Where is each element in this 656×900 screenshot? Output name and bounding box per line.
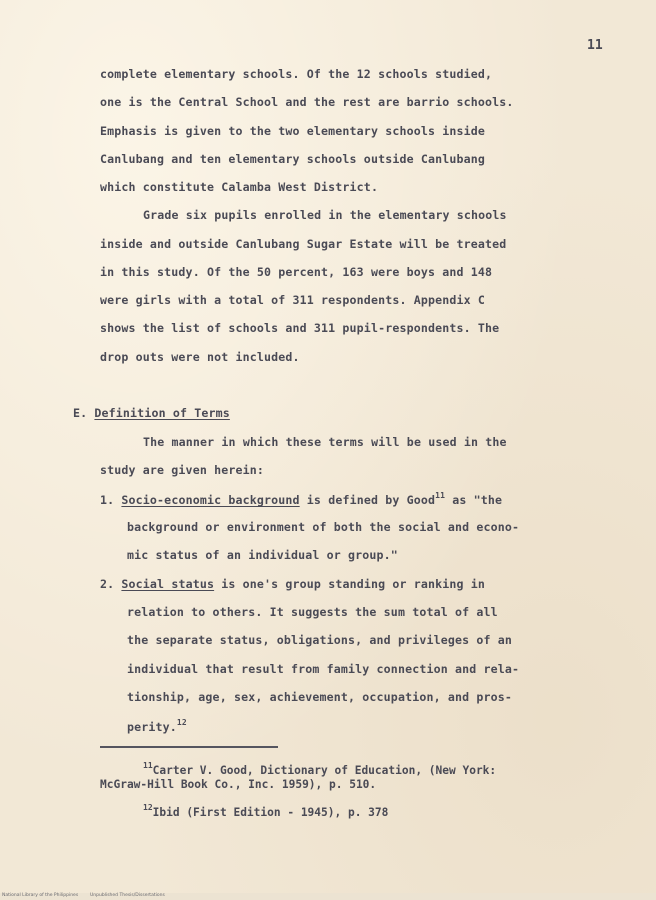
text-line: the separate status, obligations, and privileges of an — [127, 633, 513, 647]
definition-item-1 — [100, 491, 502, 507]
text-line: in this study. Of the 50 percent, 163 were boys and 148 — [100, 265, 493, 279]
footnote-mark: 12 — [143, 803, 153, 812]
text-fragment: perity. — [127, 720, 177, 734]
definition-item-2 — [100, 577, 485, 591]
item-number: 1. — [100, 493, 115, 507]
text-line: drop outs were not included. — [100, 350, 300, 364]
footnote-text: Carter V. Good, Dictionary of Education, (New York: — [152, 764, 497, 777]
footnote-ref: 11 — [435, 491, 446, 500]
section-heading — [73, 406, 230, 420]
footnote-11-cont: McGraw-Hill Book Co., Inc. 1959), p. 510. — [100, 778, 377, 791]
section-label: E. — [73, 406, 88, 420]
footnote-ref: 12 — [176, 718, 187, 727]
definition-text: as "the — [445, 493, 503, 507]
text-line-last — [127, 718, 187, 734]
text-line: study are given herein: — [100, 463, 264, 477]
text-line: Emphasis is given to the two elementary schools inside — [100, 124, 486, 138]
footnote-divider — [100, 746, 278, 748]
text-line: which constitute Calamba West District. — [100, 180, 379, 194]
text-line: background or environment of both the social and econo- — [127, 520, 520, 534]
text-line: mic status of an individual or group." — [127, 548, 398, 562]
archive-footer-right: Unpublished Thesis/Dissertations — [90, 893, 165, 898]
footnote-mark: 11 — [143, 761, 153, 770]
footnote-11 — [143, 761, 496, 777]
definition-text: is one's group standing or ranking in — [214, 577, 486, 591]
text-line: The manner in which these terms will be used in the — [143, 435, 507, 449]
text-line: relation to others. It suggests the sum total of all — [127, 605, 498, 619]
text-line: individual that result from family connection and rela- — [127, 662, 520, 676]
footnote-12 — [143, 803, 388, 819]
page-number: 11 — [587, 38, 603, 53]
text-line: one is the Central School and the rest are barrio schools. — [100, 95, 514, 109]
defined-term: Socio-economic background — [121, 493, 300, 507]
text-line: complete elementary schools. Of the 12 schools studied, — [100, 67, 493, 81]
definition-text: is defined by Good — [299, 493, 436, 507]
item-number: 2. — [100, 577, 115, 591]
text-line: shows the list of schools and 311 pupil-respondents. The — [100, 321, 500, 335]
text-line: Canlubang and ten elementary schools outside Canlubang — [100, 152, 486, 166]
text-line: Grade six pupils enrolled in the elementary schools — [143, 208, 507, 222]
footnote-text: Ibid (First Edition - 1945), p. 378 — [152, 806, 389, 819]
section-title: Definition of Terms — [94, 406, 230, 420]
defined-term: Social status — [121, 577, 215, 591]
text-line: tionship, age, sex, achievement, occupation, and pros- — [127, 690, 513, 704]
text-line: were girls with a total of 311 respondents. Appendix C — [100, 293, 486, 307]
archive-footer-left: National Library of the Philippines — [2, 893, 79, 898]
text-line: inside and outside Canlubang Sugar Estate will be treated — [100, 237, 507, 251]
